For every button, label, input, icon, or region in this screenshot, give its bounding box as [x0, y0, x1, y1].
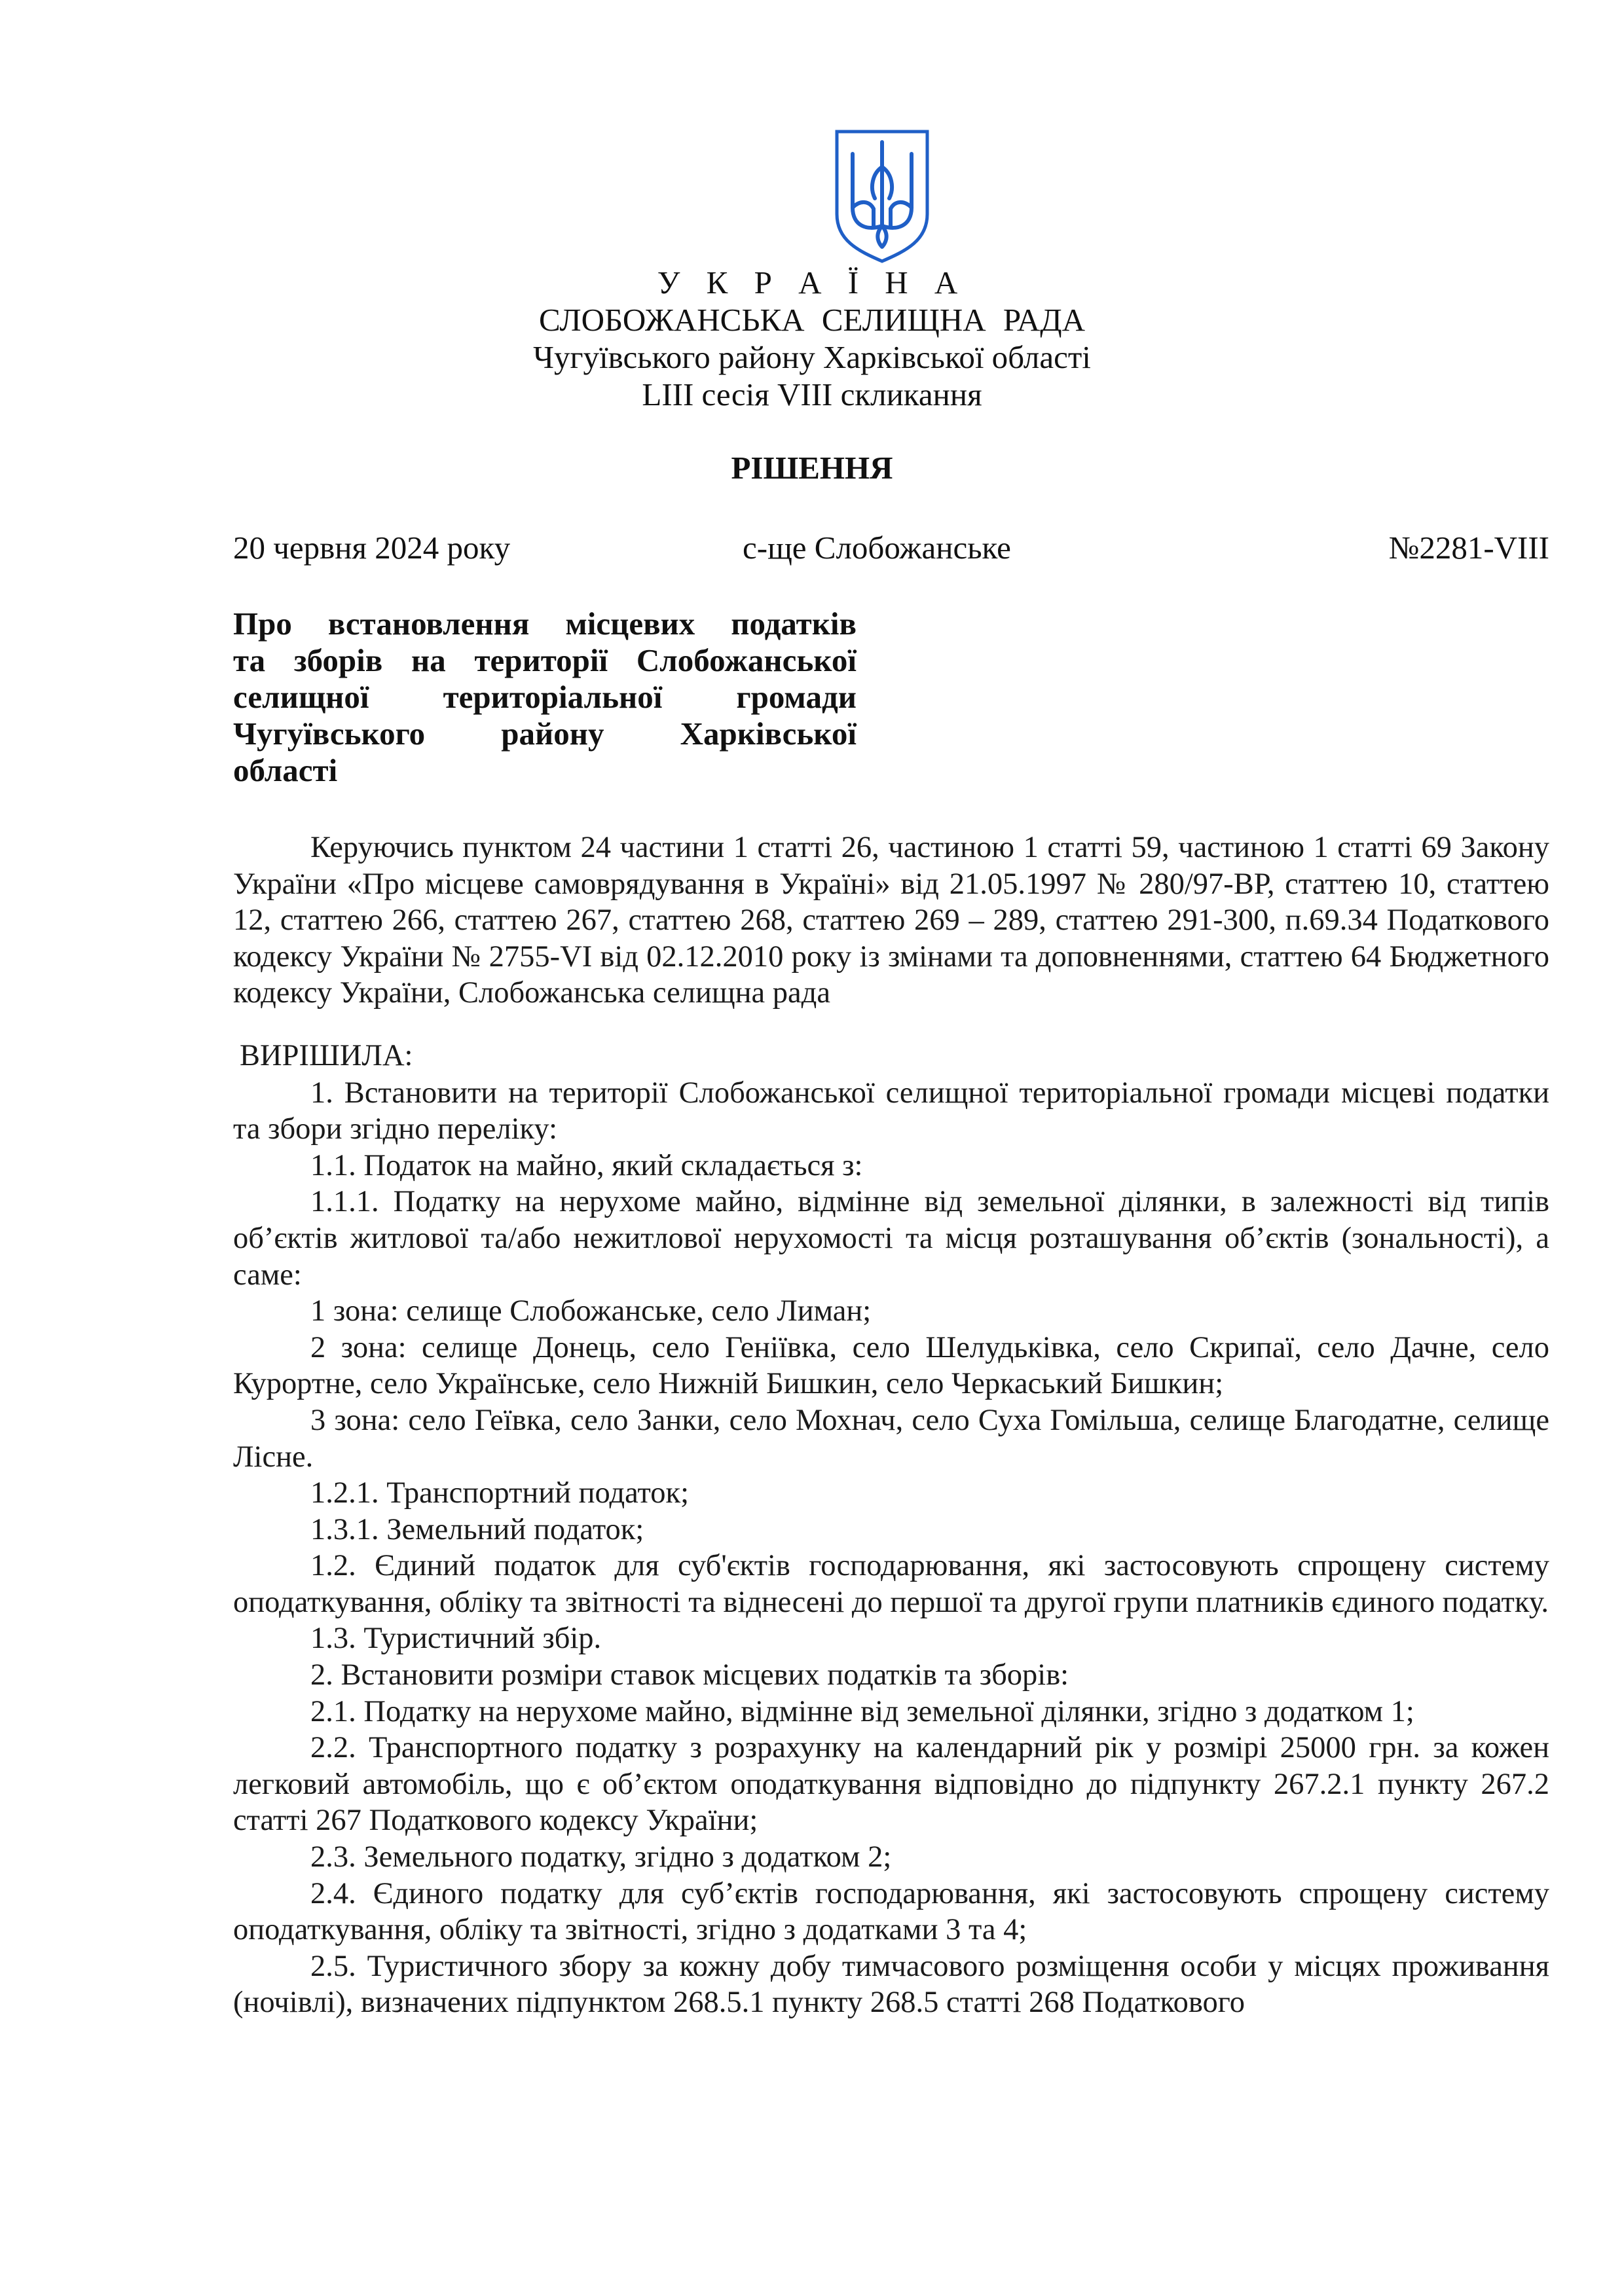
country-name: У К Р А Ї Н А: [657, 264, 967, 301]
decision-item: 1.3.1. Земельний податок;: [310, 1512, 644, 1546]
subject-line: та зборів на території Слобожанської: [233, 642, 857, 678]
decision-item: 1.2. Єдиний податок для суб'єктів господарювання, які застосовують спрощену систему оподаткування, обліку та звітності та віднесені до першої та другої групи платників єдиного податку.: [233, 1549, 1549, 1619]
decision-item: 2.3. Земельного податку, згідно з додатком 2;: [310, 1840, 892, 1874]
session-name: LIII сесія VIII скликання: [642, 376, 982, 412]
trident-coat-of-arms-icon: [833, 128, 931, 264]
subject-line: Про встановлення місцевих податків: [233, 606, 857, 642]
document-body: [233, 829, 1549, 2021]
decision-item: 3 зона: село Геївка, село Занки, село Мохнач, село Суха Гомільша, селище Благодатне, селище Лісне.: [233, 1403, 1549, 1474]
decision-subject: [233, 606, 857, 789]
district-name: Чугуївського району Харківської області: [533, 339, 1091, 375]
decided-heading: ВИРІШИЛА:: [240, 1038, 413, 1072]
decision-number: №2281-VIII: [1388, 530, 1549, 566]
decision-item: 1.2.1. Транспортний податок;: [310, 1476, 690, 1510]
subject-line: області: [233, 752, 338, 788]
subject-line: Чугуївського району Харківської: [233, 716, 857, 752]
decision-title: РІШЕННЯ: [731, 450, 893, 486]
council-name: СЛОБОЖАНСЬКА СЕЛИЩНА РАДА: [538, 302, 1086, 338]
decision-item: 1 зона: селище Слобожанське, село Лиман;: [310, 1294, 872, 1328]
decision-place: с-ще Слобожанське: [743, 530, 1011, 566]
decision-date: 20 червня 2024 року: [233, 530, 511, 566]
decision-item: 2. Встановити розміри ставок місцевих податків та зборів:: [310, 1658, 1069, 1692]
preamble-paragraph: Керуючись пунктом 24 частини 1 статті 26, частиною 1 статті 59, частиною 1 статті 69 Закону України «Про місцеве самоврядування в Україні» від 21.05.1997 № 280/97-ВР, статтею 10, статтею 12, статтею 266, статтею 267, статтею 268, статтею 269 – 289, статтею 291-300, п.69.34 Податкового кодексу України № 2755-VI від 02.12.2010 року із змінами та доповненнями, статтею 64 Бюджетного кодексу України, Слобожанська селищна рада: [233, 831, 1549, 1010]
decision-item: 2.1. Податку на нерухоме майно, відмінне від земельної ділянки, згідно з додатком 1;: [310, 1694, 1414, 1728]
decision-item: 2.2. Транспортного податку з розрахунку на календарний рік у розмірі 25000 грн. за кожен легковий автомобіль, що є об’єктом оподаткування відповідно до підпункту 267.2.1 пункту 267.2 статті 267 Податкового кодексу України;: [233, 1731, 1549, 1838]
decision-item: 2.5. Туристичного збору за кожну добу тимчасового розміщення особи у місцях проживання (ночівлі), визначених підпунктом 268.5.1 пункту 268.5 статті 268 Податкового: [233, 1949, 1549, 2020]
subject-line: селищної територіальної громади: [233, 679, 857, 715]
decision-item: 1.1. Податок на майно, який складається з:: [310, 1148, 863, 1182]
decision-item: 1.3. Туристичний збір.: [310, 1622, 602, 1656]
document-header: [0, 264, 1624, 413]
decision-item: 1.1.1. Податку на нерухоме майно, відмінне від земельної ділянки, в залежності від типів об’єктів житлової та/або нежитлової нерухомості та місця розташування об’єктів (зональності), а саме:: [233, 1185, 1549, 1292]
decision-item: 2 зона: селище Донець, село Геніївка, село Шелудьківка, село Скрипаї, село Дачне, село Курортне, село Українське, село Нижній Бишкин, село Черкаський Бишкин;: [233, 1330, 1549, 1401]
decision-item: 1. Встановити на території Слобожанської селищної територіальної громади місцеві податки та збори згідно переліку:: [233, 1076, 1549, 1146]
decision-item: 2.4. Єдиного податку для суб’єктів господарювання, які застосовують спрощену систему оподаткування, обліку та звітності, згідно з додатками 3 та 4;: [233, 1876, 1549, 1947]
